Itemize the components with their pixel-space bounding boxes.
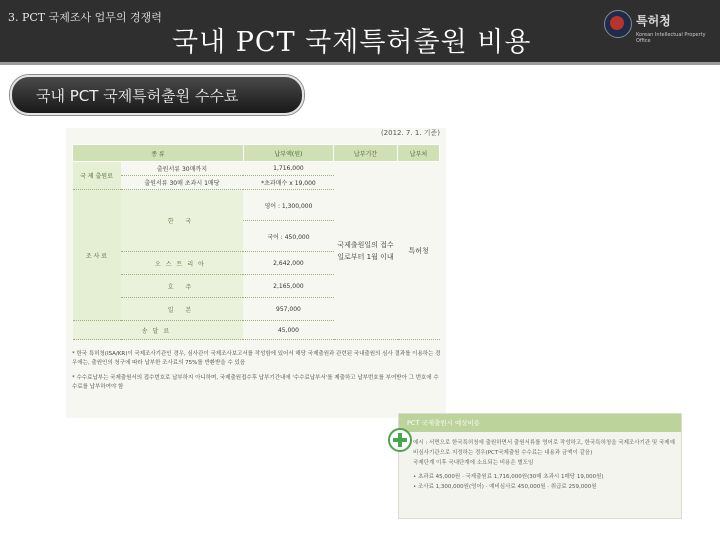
row-name: 호 주 — [121, 275, 244, 298]
row-name: 한 국 — [121, 190, 244, 252]
estimate-box — [398, 413, 682, 519]
estimate-line: 국제단계 이후 국내단계에 소요되는 비용은 별도임 — [413, 460, 534, 466]
col-header-amount: 납부액(원) — [243, 145, 333, 162]
payee: 특허청 — [398, 162, 440, 340]
group-delivery-fee: 송달료 — [73, 321, 244, 340]
kipo-logo — [604, 5, 716, 53]
col-header-period: 납부기간 — [334, 145, 398, 162]
estimate-line: • 초과료 45,000원 · 국제출원료 1,716,000원(30매 초과시 1매당 19,000원) — [413, 474, 604, 480]
group-filing-fee: 국 제 출원료 — [73, 162, 121, 190]
row-amount: 국어 : 450,000 — [243, 221, 333, 252]
row-name: 일 본 — [121, 298, 244, 321]
fee-table — [72, 144, 440, 340]
taegeuk-icon — [604, 10, 632, 38]
subtitle-pill-label: 국내 PCT 국제특허출원 수수료 — [36, 87, 239, 105]
logo-name: 특허청 — [636, 14, 671, 28]
logo-subtitle: Korean Intellectual Property Office — [636, 32, 706, 44]
header-divider — [0, 62, 720, 65]
footnotes — [72, 350, 442, 392]
footnote: * 수수료납부는 국제출원서의 접수번호로 납부하지 아니하며, 국제출원접수후 납부기간내에 '수수료납부서'를 제출하고 납부번호를 부여받아 그 번호에 수수료를 납부하여야 함 — [72, 375, 439, 390]
date-note: (2012. 7. 1. 기준) — [380, 129, 440, 137]
row-amount: 1,716,000 — [243, 162, 333, 176]
subtitle-pill — [10, 75, 304, 115]
footnote: * 한국 특허청(ISA/KR)이 국제조사기관인 경우, 심사관이 국제조사보고서를 작성함에 있어서 해당 국제출원과 관련된 국내출원의 심사 결과를 이용하는 경우에는, 출원인의 청구에 따라 납부한 조사료의 75%를 반환받을 수 있음 — [72, 351, 441, 366]
fee-document — [66, 128, 446, 418]
page-title: 국내 PCT 국제특허출원 비용 — [172, 27, 532, 58]
row-amount: 45,000 — [243, 321, 333, 340]
estimate-line: • 조사료 1,300,000원(영어) · 예비심사료 450,000원 · 취급료 259,000원 — [413, 484, 597, 490]
row-amount: *초과매수 x 19,000 — [243, 176, 333, 190]
row-name: 오스트리아 — [121, 252, 244, 275]
header-bar — [0, 0, 720, 62]
estimate-line: 예시 : 서면으로 한국특허청에 출원하면서 출원서류를 영어로 작성하고, 한국특허청을 국제조사기관 및 국제예비심사기관으로 지정하는 경우(PCT국제출원 수수료는 내용과 금액이 같음) — [413, 440, 675, 456]
col-header-payee: 납부처 — [398, 145, 440, 162]
row-amount: 영어 : 1,300,000 — [243, 190, 333, 221]
estimate-box-title: PCT 국제출원시 예상비용 — [399, 414, 681, 432]
plus-icon — [388, 428, 412, 452]
payment-period: 국제출원일의 접수일로부터 1월 이내 — [334, 162, 398, 340]
table-row — [73, 162, 440, 176]
row-name: 출원서류 30매까지 — [121, 162, 244, 176]
row-amount: 957,000 — [243, 298, 333, 321]
row-amount: 2,165,000 — [243, 275, 333, 298]
section-label: 3. PCT 국제조사 업무의 경쟁력 — [8, 11, 162, 24]
table-header-row — [73, 145, 440, 162]
group-search-fee: 조 사 료 — [73, 190, 121, 321]
row-name: 출원서류 30매 초과시 1매당 — [121, 176, 244, 190]
col-header-type: 종 류 — [73, 145, 244, 162]
estimate-box-body — [413, 438, 675, 492]
row-amount: 2,642,000 — [243, 252, 333, 275]
